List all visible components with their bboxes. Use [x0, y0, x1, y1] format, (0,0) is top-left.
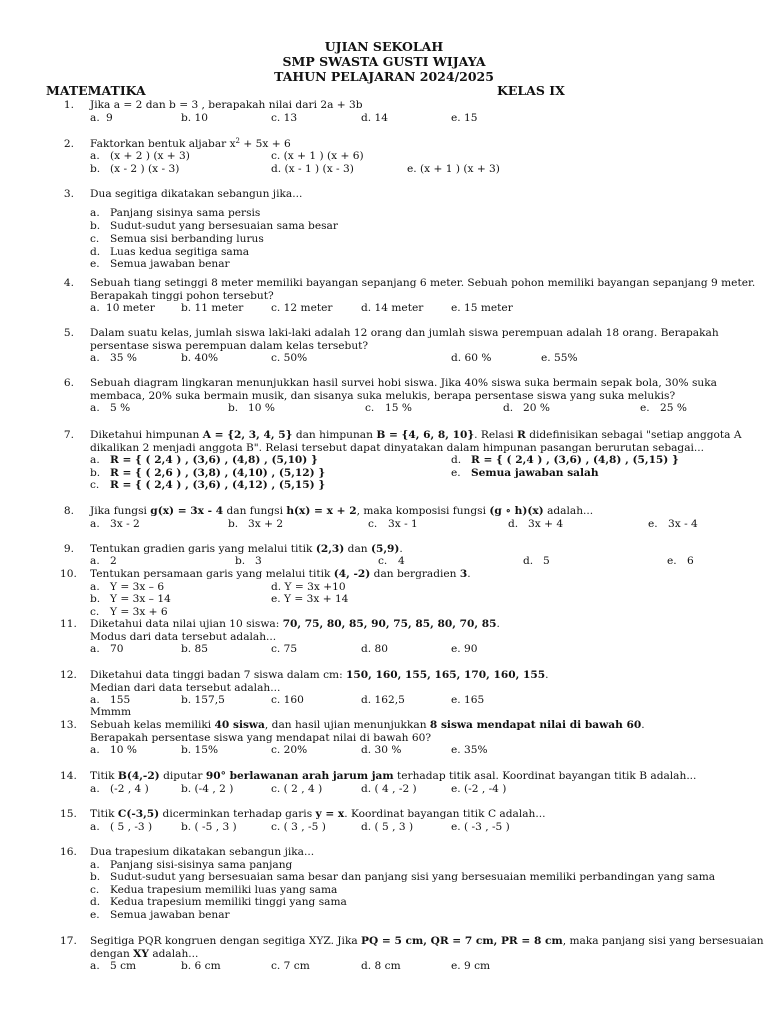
- question-number: 10.: [60, 568, 77, 580]
- option-b: b. 11 meter: [181, 302, 244, 314]
- option-e: e. ( -3 , -5 ): [451, 821, 510, 833]
- option-a: a. 155: [90, 694, 131, 706]
- option-e: e. 15: [451, 112, 478, 124]
- question-text: persentase siswa perempuan dalam kelas tersebut?: [90, 340, 369, 352]
- option-a: a. 2: [90, 555, 117, 567]
- option-b: b. ( -5 , 3 ): [181, 821, 237, 833]
- option-a: a. Y = 3x – 6: [90, 581, 165, 593]
- question-text: Dua segitiga dikatakan sebangun jika...: [90, 188, 303, 200]
- question-text: Diketahui data nilai ujian 10 siswa: 70, 75, 80, 85, 90, 75, 85, 80, 70, 85.: [90, 618, 500, 630]
- question-number: 1.: [63, 99, 74, 111]
- question-text: Titik C(-3,5) dicerminkan terhadap garis y = x. Koordinat bayangan titik C adalah...: [90, 808, 546, 820]
- question-number: 6.: [63, 377, 74, 389]
- option-e: e. 25 %: [640, 402, 687, 414]
- question-text: Faktorkan bentuk aljabar $x^2 + 5x + 6$: [90, 137, 291, 150]
- question-text: Jika a = 2 dan b = 3 , berapakah nilai dari 2a + 3b: [90, 99, 363, 111]
- option-d: d. 20 %: [503, 402, 550, 414]
- option-c: c. (x + 1 ) (x + 6): [271, 150, 364, 162]
- option-b: b. 157,5: [181, 694, 225, 706]
- option-c: c. ( 3 , -5 ): [271, 821, 326, 833]
- question-number: 14.: [60, 770, 77, 782]
- option-e: e. Semua jawaban benar: [90, 909, 230, 921]
- question-text: dengan XY adalah...: [90, 948, 199, 960]
- option-e: e. 15 meter: [451, 302, 513, 314]
- question-number: 2.: [63, 138, 74, 150]
- option-a: a. 10 %: [90, 744, 137, 756]
- option-b: b. R = { ( 2,6 ) , (3,8) , (4,10) , (5,12) }: [90, 467, 326, 479]
- option-d: d. ( 4 , -2 ): [361, 783, 417, 795]
- question-text: Diketahui data tinggi badan 7 siswa dalam cm: 150, 160, 155, 165, 170, 160, 155.: [90, 669, 549, 681]
- option-a: a. Panjang sisi-sisinya sama panjang: [90, 859, 293, 871]
- question-number: 12.: [60, 669, 77, 681]
- option-b: b. Y = 3x – 14: [90, 593, 171, 605]
- academic-year: TAHUN PELAJARAN 2024/2025: [274, 69, 494, 84]
- option-d: d. Y = 3x +10: [271, 581, 346, 593]
- option-b: b. 40%: [181, 352, 219, 364]
- option-c: c. ( 2 , 4 ): [271, 783, 323, 795]
- question-text: membaca, 20% suka bermain musik, dan sisanya suka melukis, berapa persentase siswa yang suka melukis?: [90, 390, 676, 402]
- option-d: d. 14 meter: [361, 302, 424, 314]
- option-b: b. 3: [235, 555, 262, 567]
- option-c: c. 15 %: [365, 402, 412, 414]
- question-number: 15.: [60, 808, 77, 820]
- question-text: Segitiga PQR kongruen dengan segitiga XYZ. Jika PQ = 5 cm, QR = 7 cm, PR = 8 cm, maka panjang sisi yang bersesuaian: [90, 935, 764, 947]
- question-text: Modus dari data tersebut adalah...: [90, 631, 277, 643]
- option-d: d. 162,5: [361, 694, 405, 706]
- option-e: e. 6: [667, 555, 694, 567]
- option-a: a. ( 5 , -3 ): [90, 821, 153, 833]
- question-number: 4.: [63, 277, 74, 289]
- question-text: Jika fungsi g(x) = 3x - 4 dan fungsi h(x) = x + 2, maka komposisi fungsi (g ∘ h)(x) adalah...: [90, 505, 594, 517]
- option-d: d. 5: [523, 555, 550, 567]
- question-text: Sebuah kelas memiliki 40 siswa, dan hasil ujian menunjukkan 8 siswa mendapat nilai di bawah 60.: [90, 719, 645, 731]
- option-b: b. 3x + 2: [228, 518, 284, 530]
- option-c: c. 75: [271, 643, 298, 655]
- question-number: 11.: [60, 618, 77, 630]
- question-number: 17.: [60, 935, 77, 947]
- option-a: a. 5 cm: [90, 960, 137, 972]
- question-text: Tentukan persamaan garis yang melalui titik (4, -2) dan bergradien 3.: [90, 568, 471, 580]
- school-name: SMP SWASTA GUSTI WIJAYA: [282, 54, 486, 69]
- option-e: e. 3x - 4: [648, 518, 698, 530]
- option-d: d. 80: [361, 643, 389, 655]
- question-number: 16.: [60, 846, 77, 858]
- option-b: b. (x - 2 ) (x - 3): [90, 163, 180, 175]
- stray-note: Mmmm: [90, 706, 131, 718]
- option-e: e. 90: [451, 643, 478, 655]
- option-d: d. 3x + 4: [508, 518, 564, 530]
- option-b: b. 15%: [181, 744, 219, 756]
- option-c: c. Semua sisi berbanding lurus: [90, 233, 264, 245]
- option-c: c. 50%: [271, 352, 308, 364]
- question-text: Sebuah tiang setinggi 8 meter memiliki bayangan sepanjang 6 meter. Sebuah pohon memiliki bayangan sepanjang 9 meter.: [90, 277, 756, 289]
- subject-label: MATEMATIKA: [46, 83, 146, 98]
- question-number: 13.: [60, 719, 77, 731]
- option-e: e. (x + 1 ) (x + 3): [407, 163, 500, 175]
- option-d: d. 30 %: [361, 744, 402, 756]
- option-d: d. ( 5 , 3 ): [361, 821, 414, 833]
- option-c: c. 160: [271, 694, 304, 706]
- option-a: a. 9: [90, 112, 113, 124]
- option-c: c. 13: [271, 112, 298, 124]
- option-e: e. (-2 , -4 ): [451, 783, 507, 795]
- option-d: d. 8 cm: [361, 960, 401, 972]
- option-e: e. Y = 3x + 14: [271, 593, 349, 605]
- exam-title: UJIAN SEKOLAH: [324, 39, 444, 54]
- question-number: 8.: [63, 505, 74, 517]
- option-e: e. 9 cm: [451, 960, 491, 972]
- option-a: a. 35 %: [90, 352, 137, 364]
- option-b: b. Sudut-sudut yang bersesuaian sama besar dan panjang sisi yang bersesuaian memiliki perbandingan yang sama: [90, 871, 716, 883]
- question-text: Dalam suatu kelas, jumlah siswa laki-laki adalah 12 orang dan jumlah siswa perempuan adalah 18 orang. Berapakah: [90, 327, 719, 339]
- question-text: Sebuah diagram lingkaran menunjukkan hasil survei hobi siswa. Jika 40% siswa suka bermain sepak bola, 30% suka: [90, 377, 717, 389]
- question-text: Titik B(4,-2) diputar 90° berlawanan arah jarum jam terhadap titik asal. Koordinat bayangan titik B adalah...: [90, 770, 697, 782]
- option-a: a. 3x - 2: [90, 518, 140, 530]
- option-b: b. Sudut-sudut yang bersesuaian sama besar: [90, 220, 338, 232]
- question-text: Berapakah persentase siswa yang mendapat nilai di bawah 60?: [90, 732, 432, 744]
- question-text: Tentukan gradien garis yang melalui titik (2,3) dan (5,9).: [90, 543, 403, 555]
- grade-label: KELAS IX: [497, 83, 565, 98]
- option-e: e. Semua jawaban benar: [90, 258, 230, 270]
- option-c: c. R = { ( 2,4 ) , (3,6) , (4,12) , (5,15) }: [90, 479, 326, 491]
- option-b: b. 10: [181, 112, 209, 124]
- option-d: d. Luas kedua segitiga sama: [90, 246, 250, 258]
- option-d: d. 60 %: [451, 352, 492, 364]
- option-d: d. R = { ( 2,4 ) , (3,6) , (4,8) , (5,15) }: [451, 454, 679, 466]
- option-a: a. (-2 , 4 ): [90, 783, 149, 795]
- question-number: 3.: [63, 188, 74, 200]
- option-c: c. Y = 3x + 6: [90, 606, 168, 618]
- option-e: e. 165: [451, 694, 485, 706]
- option-e: e. 55%: [541, 352, 578, 364]
- option-a: a. Panjang sisinya sama persis: [90, 207, 261, 219]
- question-number: 9.: [63, 543, 74, 555]
- option-b: b. (-4 , 2 ): [181, 783, 234, 795]
- option-e: e. Semua jawaban salah: [451, 467, 599, 479]
- question-text: Dua trapesium dikatakan sebangun jika...: [90, 846, 315, 858]
- option-a: a. (x + 2 ) (x + 3): [90, 150, 190, 162]
- option-c: c. 20%: [271, 744, 308, 756]
- question-number: 5.: [63, 327, 74, 339]
- option-a: a. 70: [90, 643, 124, 655]
- option-c: c. 4: [378, 555, 405, 567]
- option-c: c. 7 cm: [271, 960, 310, 972]
- option-d: d. 14: [361, 112, 389, 124]
- option-b: b. 6 cm: [181, 960, 221, 972]
- option-e: e. 35%: [451, 744, 488, 756]
- question-number: 7.: [63, 429, 74, 441]
- option-b: b. 85: [181, 643, 209, 655]
- option-c: c. 3x - 1: [368, 518, 418, 530]
- option-b: b. 10 %: [228, 402, 275, 414]
- question-text: dikalikan 2 menjadi anggota B". Relasi tersebut dapat dinyatakan dalam himpunan pasangan berurutan sebagai...: [90, 442, 705, 454]
- question-text: Berapakah tinggi pohon tersebut?: [90, 290, 274, 302]
- question-text: Median dari data tersebut adalah...: [90, 682, 281, 694]
- option-a: a. 10 meter: [90, 302, 155, 314]
- option-a: a. 5 %: [90, 402, 131, 414]
- option-c: c. Kedua trapesium memiliki luas yang sama: [90, 884, 338, 896]
- option-c: c. 12 meter: [271, 302, 333, 314]
- option-d: d. (x - 1 ) (x - 3): [271, 163, 354, 175]
- question-text: Diketahui himpunan A = {2, 3, 4, 5} dan himpunan B = {4, 6, 8, 10}. Relasi R didefinisikan sebagai "setiap anggota A: [90, 429, 742, 441]
- option-d: d. Kedua trapesium memiliki tinggi yang sama: [90, 896, 347, 908]
- option-a: a. R = { ( 2,4 ) , (3,6) , (4,8) , (5,10) }: [90, 454, 318, 466]
